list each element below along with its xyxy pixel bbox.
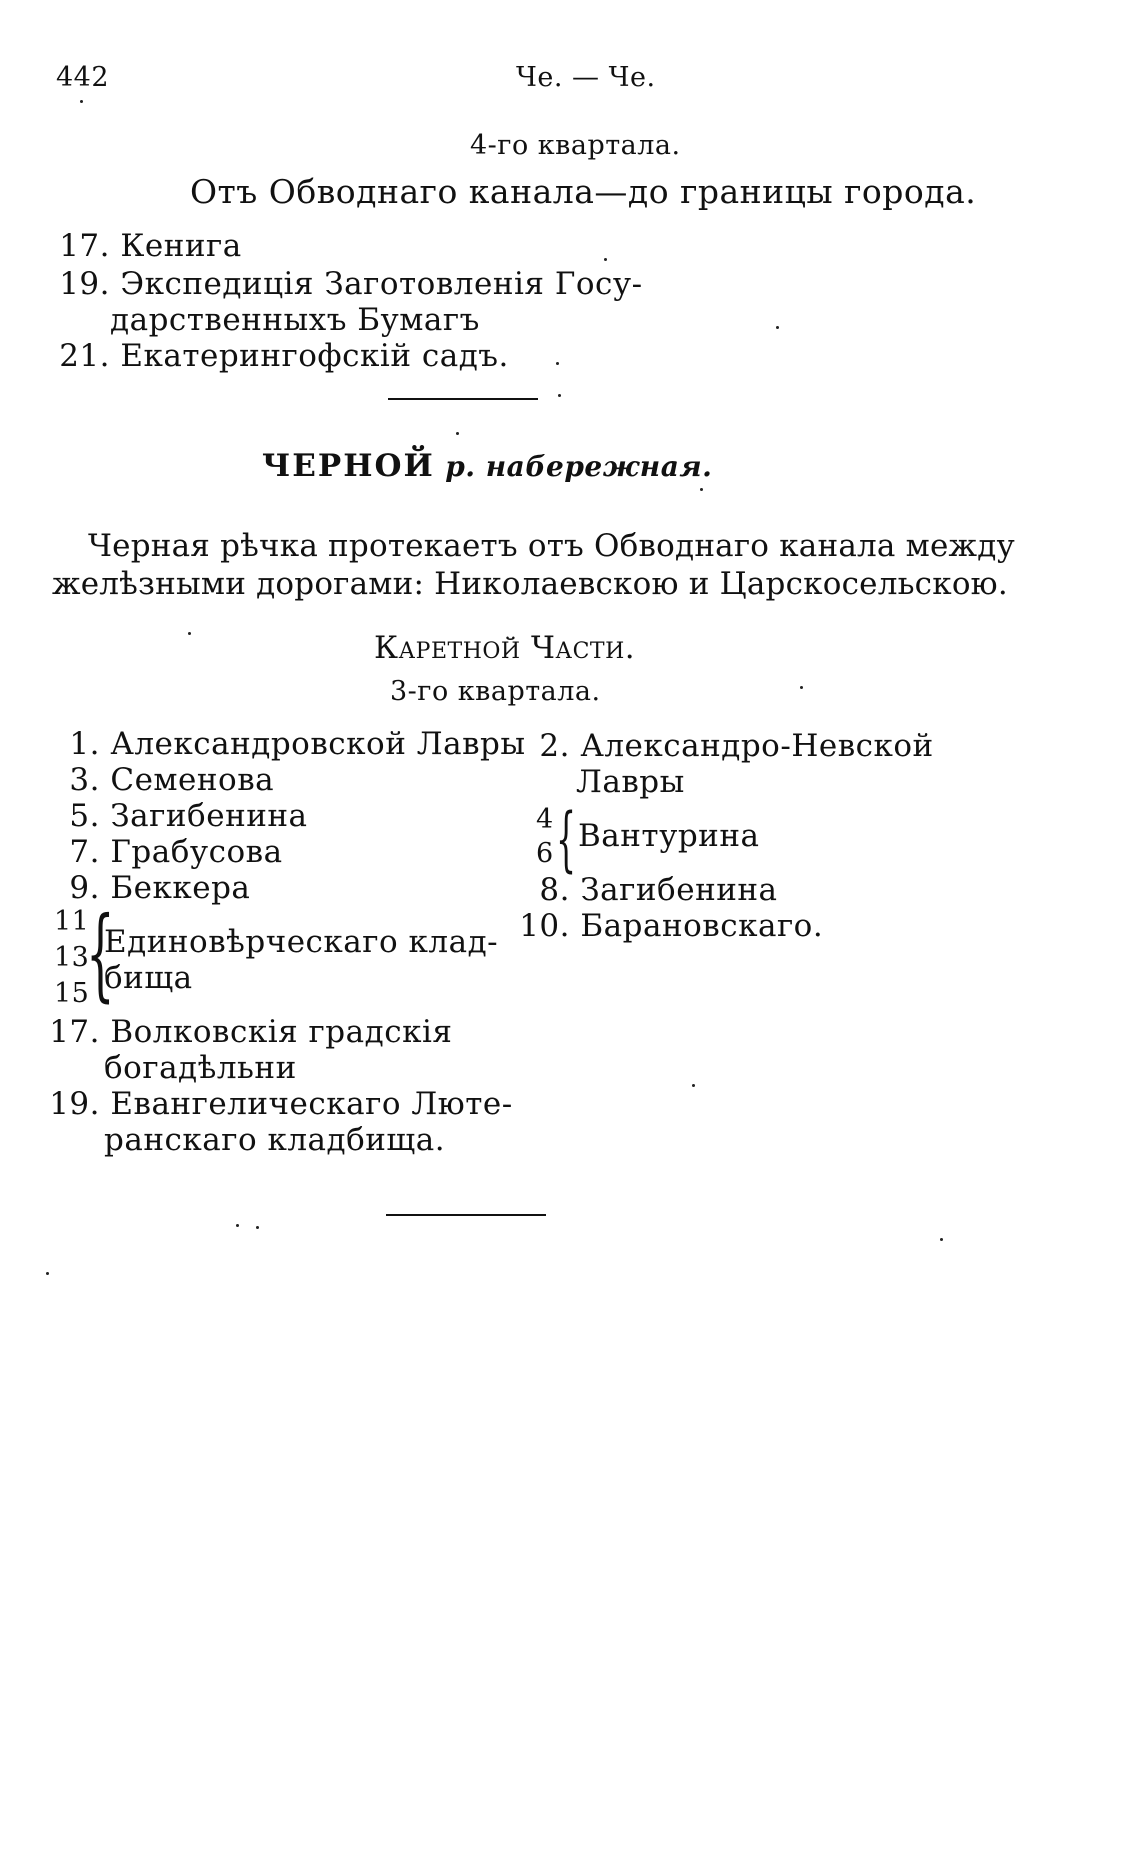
item-text: Вантурина	[578, 818, 760, 854]
item-number: 8.	[539, 872, 570, 908]
group-number: 11	[54, 906, 90, 937]
list-item	[56, 834, 283, 870]
item-number: 19.	[59, 266, 110, 302]
item-number: 1.	[69, 726, 100, 762]
section-divider	[386, 1214, 546, 1216]
print-speck	[940, 1238, 943, 1241]
item-text: Загибенина	[110, 798, 308, 834]
item-number: 17.	[49, 1014, 100, 1050]
item-text: Барановскаго.	[580, 908, 824, 944]
item-text: Экспедиція Заготовленія Госу-	[120, 266, 643, 302]
item-text: Евангелическаго Люте-	[110, 1086, 513, 1122]
list-item	[510, 908, 823, 944]
street-description-line: Черная рѣчка протекаетъ отъ Обводнаго канала между	[88, 528, 1015, 564]
list-item	[56, 798, 308, 834]
item-text: Александро-Невской	[580, 728, 934, 764]
group-number: 6	[536, 838, 554, 869]
item-text: Единовѣрческаго клад-	[104, 924, 499, 960]
street-name: ЧЕРНОЙ	[262, 448, 435, 484]
group-number: 4	[536, 804, 554, 835]
brace-icon: {	[86, 895, 115, 1012]
list-item	[56, 762, 274, 798]
print-speck	[80, 100, 83, 103]
print-speck	[188, 632, 191, 635]
item-number: 7.	[69, 834, 100, 870]
print-speck	[800, 686, 803, 689]
item-number: 9.	[69, 870, 100, 906]
item-continuation: богадѣльни	[104, 1050, 297, 1086]
item-number: 2.	[539, 728, 570, 764]
print-speck	[776, 326, 779, 329]
list-item	[48, 1086, 513, 1122]
item-text: Кенига	[120, 228, 242, 264]
item-number: 5.	[69, 798, 100, 834]
page-number: 442	[56, 62, 110, 93]
section1-range: Отъ Обводнаго канала—до границы города.	[190, 172, 977, 211]
item-text: Грабусова	[110, 834, 283, 870]
part-heading: Каретной Части.	[374, 630, 636, 666]
print-speck	[46, 1272, 49, 1275]
street-title	[262, 448, 712, 484]
print-speck	[256, 1226, 259, 1229]
section-divider	[388, 398, 538, 400]
item-number: 19.	[49, 1086, 100, 1122]
quarter-heading: 3-го квартала.	[390, 676, 601, 707]
item-text: Александровской Лавры	[110, 726, 526, 762]
section1-quarter: 4-го квартала.	[470, 130, 681, 161]
item-number: 10.	[519, 908, 570, 944]
print-speck	[236, 1224, 239, 1227]
street-type: р. набережная.	[445, 450, 713, 483]
item-text: Беккера	[110, 870, 251, 906]
item-number: 3.	[69, 762, 100, 798]
list-item	[56, 338, 509, 374]
group-number: 15	[54, 978, 90, 1009]
street-description-line: желѣзными дорогами: Николаевскою и Царскосельскою.	[52, 566, 1008, 602]
item-continuation: ранскаго кладбища.	[104, 1122, 446, 1158]
item-number: 17.	[59, 228, 110, 264]
list-item	[56, 266, 643, 302]
item-continuation: дарственныхъ Бумагъ	[110, 302, 480, 338]
list-item	[48, 1014, 452, 1050]
list-item	[56, 228, 242, 264]
item-continuation: бища	[104, 960, 193, 996]
brace-icon: {	[556, 798, 577, 880]
print-speck	[700, 488, 703, 491]
item-continuation: Лавры	[576, 764, 685, 800]
list-item	[520, 872, 778, 908]
running-title: Че. — Че.	[516, 62, 656, 93]
print-speck	[692, 1084, 695, 1087]
item-text: Загибенина	[580, 872, 778, 908]
item-text: Екатерингофскій садъ.	[120, 338, 509, 374]
print-speck	[556, 362, 559, 365]
print-speck	[558, 394, 561, 397]
item-text: Волковскія градскія	[110, 1014, 453, 1050]
item-number: 21.	[59, 338, 110, 374]
print-speck	[456, 432, 459, 435]
list-item	[520, 728, 934, 764]
group-number: 13	[54, 942, 90, 973]
item-text: Семенова	[110, 762, 275, 798]
print-speck	[604, 258, 607, 261]
list-item	[56, 726, 526, 762]
